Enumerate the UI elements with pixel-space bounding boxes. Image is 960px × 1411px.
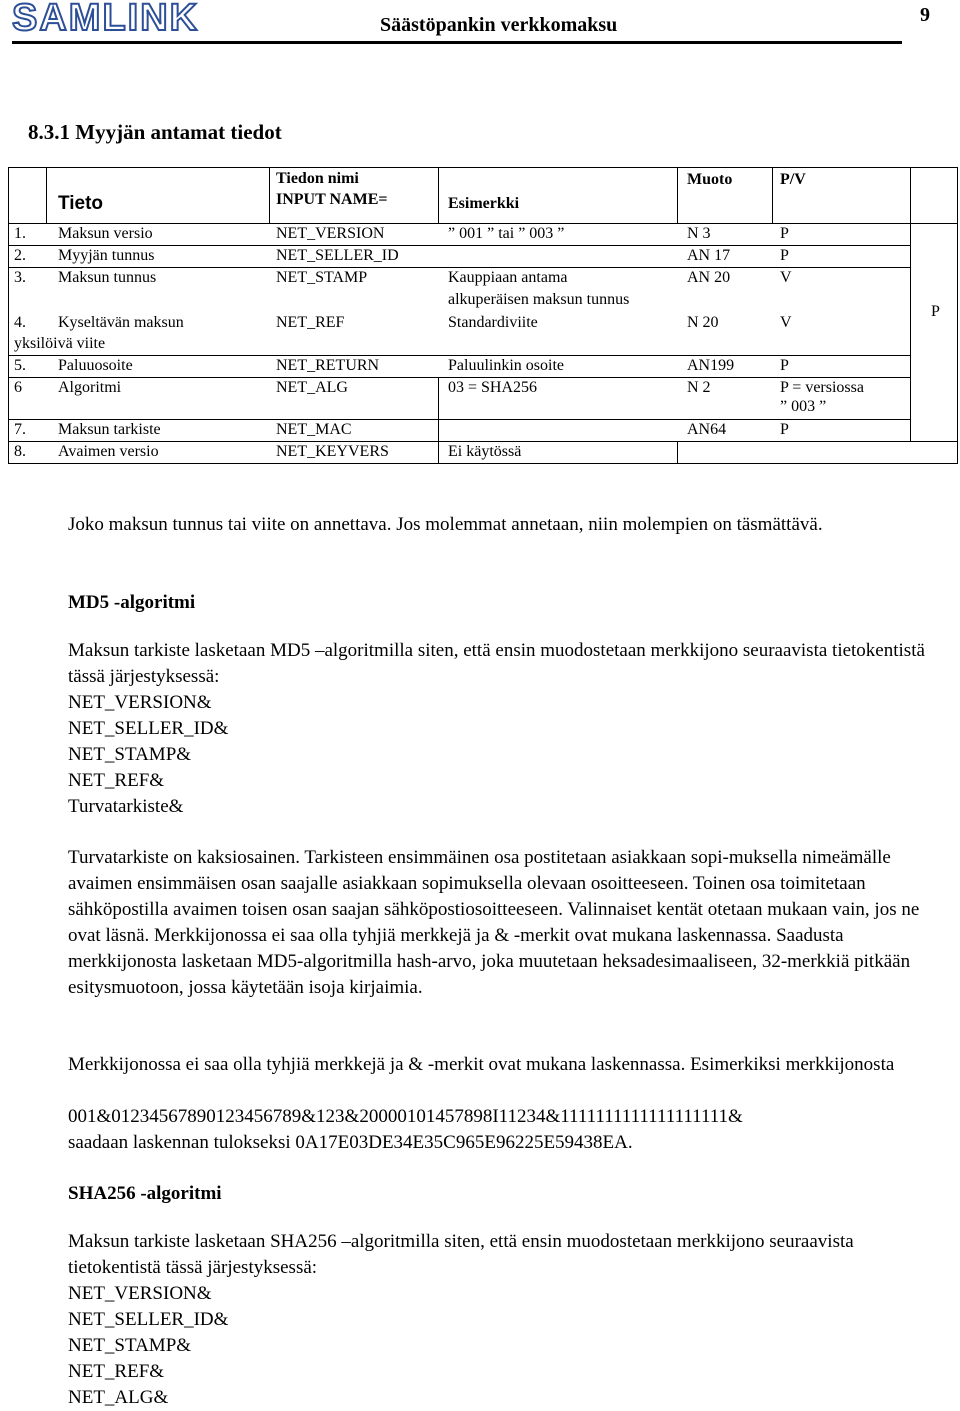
row-pv: P bbox=[780, 247, 789, 264]
table-border-top bbox=[8, 167, 958, 168]
row-pv: P bbox=[780, 225, 789, 242]
row-example: Kauppiaan antama bbox=[448, 269, 568, 286]
row-pv: ” 003 ” bbox=[780, 398, 827, 415]
section-heading: 8.3.1 Myyjän antamat tiedot bbox=[28, 120, 282, 144]
table-border-right bbox=[957, 167, 958, 463]
row-input-name: NET_STAMP bbox=[276, 269, 368, 286]
row-number: 4. bbox=[14, 314, 26, 331]
table-col-divider bbox=[438, 167, 439, 224]
header-rule bbox=[12, 41, 902, 44]
sha256-heading: SHA256 -algoritmi bbox=[68, 1183, 222, 1204]
header-esimerkki: Esimerkki bbox=[448, 195, 520, 212]
table-col-divider bbox=[910, 167, 911, 441]
header-tiedon-nimi: Tiedon nimi bbox=[276, 170, 359, 187]
row-input-name: NET_SELLER_ID bbox=[276, 247, 399, 264]
table-col-divider bbox=[772, 167, 773, 224]
row-number: 8. bbox=[14, 443, 26, 460]
row-number: 2. bbox=[14, 247, 26, 264]
row-tieto: yksilöivä viite bbox=[14, 335, 106, 352]
row-number: 7. bbox=[14, 421, 26, 438]
row-input-name: NET_RETURN bbox=[276, 357, 380, 374]
row-pv: P = versiossa bbox=[780, 379, 864, 396]
table-col-divider bbox=[269, 167, 270, 224]
row-format: N 20 bbox=[687, 314, 719, 331]
row-format: AN 17 bbox=[687, 247, 731, 264]
table-border-left bbox=[8, 167, 9, 463]
row-number: 5. bbox=[14, 357, 26, 374]
row-input-name: NET_REF bbox=[276, 314, 345, 331]
header-muoto: Muoto bbox=[687, 171, 733, 188]
samlink-logo: SAMLINK bbox=[12, 0, 200, 39]
header-tieto: Tieto bbox=[58, 193, 104, 214]
row-number: 6 bbox=[14, 379, 22, 396]
md5-example-string: 001&01234567890123456789&123&20000101457898I11234&1111111111111111111& bbox=[68, 1106, 743, 1127]
sha256-field: NET_ALG& bbox=[68, 1387, 169, 1408]
header-title: Säästöpankin verkkomaksu bbox=[380, 14, 618, 36]
row-example: Ei käytössä bbox=[448, 443, 522, 460]
row-tieto: Kyseltävän maksun bbox=[58, 314, 184, 331]
row-pv: P bbox=[780, 357, 789, 374]
side-value: P bbox=[931, 303, 940, 320]
md5-example-result: saadaan laskennan tulokseksi 0A17E03DE34E35C965E96225E59438EA. bbox=[68, 1132, 633, 1153]
row-input-name: NET_KEYVERS bbox=[276, 443, 389, 460]
md5-field: Turvatarkiste& bbox=[68, 796, 184, 817]
row-example: alkuperäisen maksun tunnus bbox=[448, 291, 630, 308]
header-input-name: INPUT NAME= bbox=[276, 191, 388, 208]
row-example: Paluulinkin osoite bbox=[448, 357, 564, 374]
row-input-name: NET_VERSION bbox=[276, 225, 385, 242]
row-tieto: Maksun tarkiste bbox=[58, 421, 161, 438]
row-tieto: Maksun tunnus bbox=[58, 269, 157, 286]
row-pv: P bbox=[780, 421, 789, 438]
md5-field: NET_REF& bbox=[68, 770, 165, 791]
sha256-field: NET_STAMP& bbox=[68, 1335, 192, 1356]
row-input-name: NET_ALG bbox=[276, 379, 348, 396]
row-tieto: Avaimen versio bbox=[58, 443, 159, 460]
row-tieto: Myyjän tunnus bbox=[58, 247, 155, 264]
row-format: N 3 bbox=[687, 225, 711, 242]
row-tieto: Maksun versio bbox=[58, 225, 153, 242]
row-pv: V bbox=[780, 314, 792, 331]
table-col-divider bbox=[677, 167, 678, 224]
row-example: 03 = SHA256 bbox=[448, 379, 538, 396]
page-number: 9 bbox=[920, 4, 930, 26]
md5-heading: MD5 -algoritmi bbox=[68, 592, 196, 613]
row-number: 1. bbox=[14, 225, 26, 242]
sha256-field: NET_REF& bbox=[68, 1361, 165, 1382]
row-tieto: Paluuosoite bbox=[58, 357, 133, 374]
md5-paragraph: Turvatarkiste on kaksiosainen. Tarkisteen ensimmäinen osa postitetaan asiakkaan sopi-muksella nimeämälle avaimen ensimmäisen osan saajalle asiakkaan sopimuksella olevaan osoitteeseen. Toinen osa toimitetaan sähköpostilla avaimen toisen osan saajan sähköpostiosoitteeseen. Valinnaiset kentät otetaan mukaan vain, jos ne ovat läsnä. Merkkijonossa ei saa olla tyhjiä merkkejä ja & -merkit ovat mukana laskennassa. Saadusta merkkijonosta lasketaan MD5-algoritmilla hash-arvo, joka muutetaan heksadesimaaliseen, 32-merkkiä pitkään esitysmuotoon, jossa käytetään isoja kirjaimia. bbox=[68, 847, 920, 998]
row-format: AN64 bbox=[687, 421, 727, 438]
row-input-name: NET_MAC bbox=[276, 421, 352, 438]
md5-field: NET_SELLER_ID& bbox=[68, 718, 229, 739]
md5-field: NET_STAMP& bbox=[68, 744, 192, 765]
header-pv: P/V bbox=[780, 171, 806, 188]
md5-example-intro: Merkkijonossa ei saa olla tyhjiä merkkejä ja & -merkit ovat mukana laskennassa. Esimerkiksi merkkijonosta bbox=[68, 1054, 895, 1075]
sha256-field: NET_VERSION& bbox=[68, 1283, 212, 1304]
sha256-field: NET_SELLER_ID& bbox=[68, 1309, 229, 1330]
md5-intro: Maksun tarkiste lasketaan MD5 –algoritmilla siten, että ensin muodostetaan merkkijono seuraavista tietokentistä tässä järjestyksessä: bbox=[68, 640, 925, 687]
note-paragraph: Joko maksun tunnus tai viite on annettava. Jos molemmat annetaan, niin molempien on täsmättävä. bbox=[68, 514, 823, 535]
table-border-bottom bbox=[8, 463, 958, 464]
row-tieto: Algoritmi bbox=[58, 379, 122, 396]
fields-table bbox=[8, 167, 958, 464]
md5-field: NET_VERSION& bbox=[68, 692, 212, 713]
table-col-divider bbox=[438, 377, 439, 463]
sha256-intro: Maksun tarkiste lasketaan SHA256 –algoritmilla siten, että ensin muodostetaan merkkijono seuraavista tietokentistä tässä järjestyksessä: bbox=[68, 1231, 854, 1278]
row-format: AN199 bbox=[687, 357, 735, 374]
row-example: Standardiviite bbox=[448, 314, 538, 331]
table-col-divider bbox=[677, 441, 678, 463]
row-format: N 2 bbox=[687, 379, 711, 396]
row-pv: V bbox=[780, 269, 792, 286]
row-number: 3. bbox=[14, 269, 26, 286]
row-format: AN 20 bbox=[687, 269, 731, 286]
row-example: ” 001 ” tai ” 003 ” bbox=[448, 225, 565, 242]
table-col-divider bbox=[46, 167, 47, 224]
